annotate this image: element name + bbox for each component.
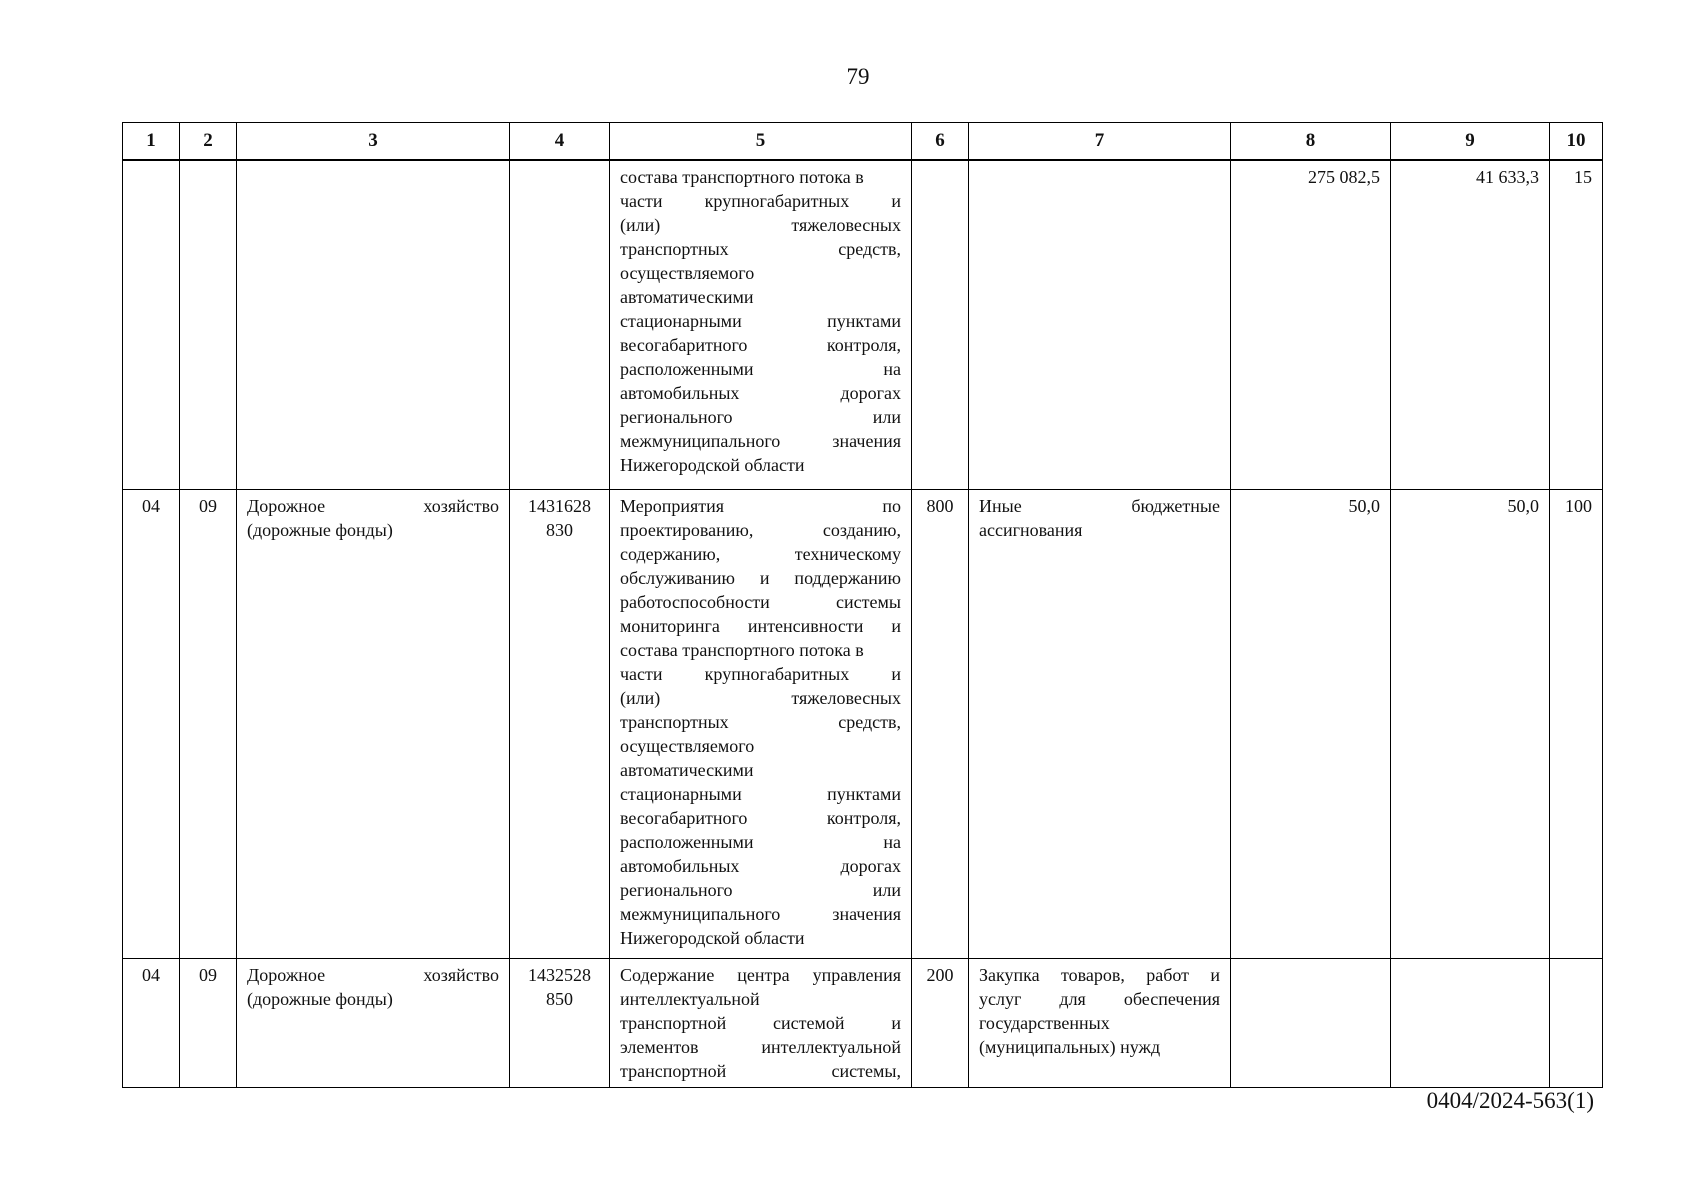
description-line: автомобильных дорогах xyxy=(620,383,901,403)
col-header-4: 4 xyxy=(510,123,610,161)
col-header-6: 6 xyxy=(912,123,969,161)
description-line: части крупногабаритных и xyxy=(620,191,901,211)
description-line: мониторинга интенсивности и xyxy=(620,616,901,636)
budget-table xyxy=(122,122,1603,1088)
description-line: стационарными пунктами xyxy=(620,784,901,804)
description-line: межмуниципального значения xyxy=(620,904,901,924)
cell-expense-name xyxy=(969,160,1231,490)
cell-percent: 15 xyxy=(1550,160,1603,490)
expense-name-line: (муниципальных) нужд xyxy=(979,1037,1161,1057)
cell-target-article xyxy=(510,959,610,1088)
description-line: транспортных средств, xyxy=(620,712,901,732)
cell-subsection xyxy=(180,160,237,490)
description-line: элементов интеллектуальной xyxy=(620,1037,901,1057)
cell-section-name xyxy=(237,160,510,490)
cell-amount-8 xyxy=(1231,959,1391,1088)
cell-description xyxy=(610,490,912,959)
description-line: весогабаритного контроля, xyxy=(620,335,901,355)
description-line: осуществляемого xyxy=(620,263,755,283)
description-line: стационарными пунктами xyxy=(620,311,901,331)
description-line: автомобильных дорогах xyxy=(620,856,901,876)
cell-section: 04 xyxy=(123,959,180,1088)
table-row xyxy=(123,959,1603,1088)
header-row xyxy=(123,123,1603,161)
col-header-1: 1 xyxy=(123,123,180,161)
description-line: содержанию, техническому xyxy=(620,544,901,564)
col-header-10: 10 xyxy=(1550,123,1603,161)
cell-percent: 100 xyxy=(1550,490,1603,959)
description-line: транспортной системы, xyxy=(620,1061,901,1081)
cell-amount-9: 41 633,3 xyxy=(1391,160,1550,490)
cell-expense-type xyxy=(912,160,969,490)
cell-section-name xyxy=(237,959,510,1088)
cell-expense-type: 200 xyxy=(912,959,969,1088)
description-line: состава транспортного потока в xyxy=(620,640,864,660)
cell-target-article xyxy=(510,490,610,959)
cell-amount-8: 275 082,5 xyxy=(1231,160,1391,490)
cell-section xyxy=(123,160,180,490)
description-line: регионального или xyxy=(620,880,901,900)
cell-expense-type: 800 xyxy=(912,490,969,959)
col-header-7: 7 xyxy=(969,123,1231,161)
description-line: регионального или xyxy=(620,407,901,427)
description-line: обслуживанию и поддержанию xyxy=(620,568,901,588)
description-line: Содержание центра управления xyxy=(620,965,901,985)
description-line: весогабаритного контроля, xyxy=(620,808,901,828)
description-line: интеллектуальной xyxy=(620,989,760,1009)
description-line: межмуниципального значения xyxy=(620,431,901,451)
cell-section-name xyxy=(237,490,510,959)
cell-amount-8: 50,0 xyxy=(1231,490,1391,959)
description-line: состава транспортного потока в xyxy=(620,167,864,187)
cell-description xyxy=(610,959,912,1088)
section-name-line: Дорожное хозяйство xyxy=(247,496,499,516)
cell-expense-name xyxy=(969,490,1231,959)
cell-target-article xyxy=(510,160,610,490)
cell-amount-9: 50,0 xyxy=(1391,490,1550,959)
description-line: транспортной системой и xyxy=(620,1013,901,1033)
table-row xyxy=(123,160,1603,490)
description-line: расположенными на xyxy=(620,832,901,852)
col-header-5: 5 xyxy=(610,123,912,161)
description-line: проектированию, созданию, xyxy=(620,520,901,540)
document-code: 0404/2024-563(1) xyxy=(1426,1088,1594,1113)
target-article-line: 850 xyxy=(546,989,573,1009)
cell-amount-9 xyxy=(1391,959,1550,1088)
description-line: автоматическими xyxy=(620,760,754,780)
description-line: автоматическими xyxy=(620,287,754,307)
expense-name-line: ассигнования xyxy=(979,520,1083,540)
description-line: (или) тяжеловесных xyxy=(620,688,901,708)
description-line: Нижегородской области xyxy=(620,455,805,475)
description-line: работоспособности системы xyxy=(620,592,901,612)
col-header-9: 9 xyxy=(1391,123,1550,161)
col-header-2: 2 xyxy=(180,123,237,161)
cell-description xyxy=(610,160,912,490)
target-article-line: 1432528 xyxy=(528,965,591,985)
cell-subsection: 09 xyxy=(180,490,237,959)
section-name-line: Дорожное хозяйство xyxy=(247,965,499,985)
expense-name-line: государственных xyxy=(979,1013,1110,1033)
expense-name-line: Закупка товаров, работ и xyxy=(979,965,1220,985)
cell-subsection: 09 xyxy=(180,959,237,1088)
description-line: Нижегородской области xyxy=(620,928,805,948)
target-article-line: 830 xyxy=(546,520,573,540)
description-line: расположенными на xyxy=(620,359,901,379)
col-header-3: 3 xyxy=(237,123,510,161)
target-article-line: 1431628 xyxy=(528,496,591,516)
description-line: части крупногабаритных и xyxy=(620,664,901,684)
description-line: (или) тяжеловесных xyxy=(620,215,901,235)
expense-name-line: услуг для обеспечения xyxy=(979,989,1220,1009)
description-line: осуществляемого xyxy=(620,736,755,756)
section-name-line: (дорожные фонды) xyxy=(247,989,393,1009)
cell-percent xyxy=(1550,959,1603,1088)
cell-expense-name xyxy=(969,959,1231,1088)
cell-section: 04 xyxy=(123,490,180,959)
col-header-8: 8 xyxy=(1231,123,1391,161)
description-line: Мероприятия по xyxy=(620,496,901,516)
table-row xyxy=(123,490,1603,959)
description-line: транспортных средств, xyxy=(620,239,901,259)
page-number: 79 xyxy=(846,64,870,89)
section-name-line: (дорожные фонды) xyxy=(247,520,393,540)
expense-name-line: Иные бюджетные xyxy=(979,496,1220,516)
